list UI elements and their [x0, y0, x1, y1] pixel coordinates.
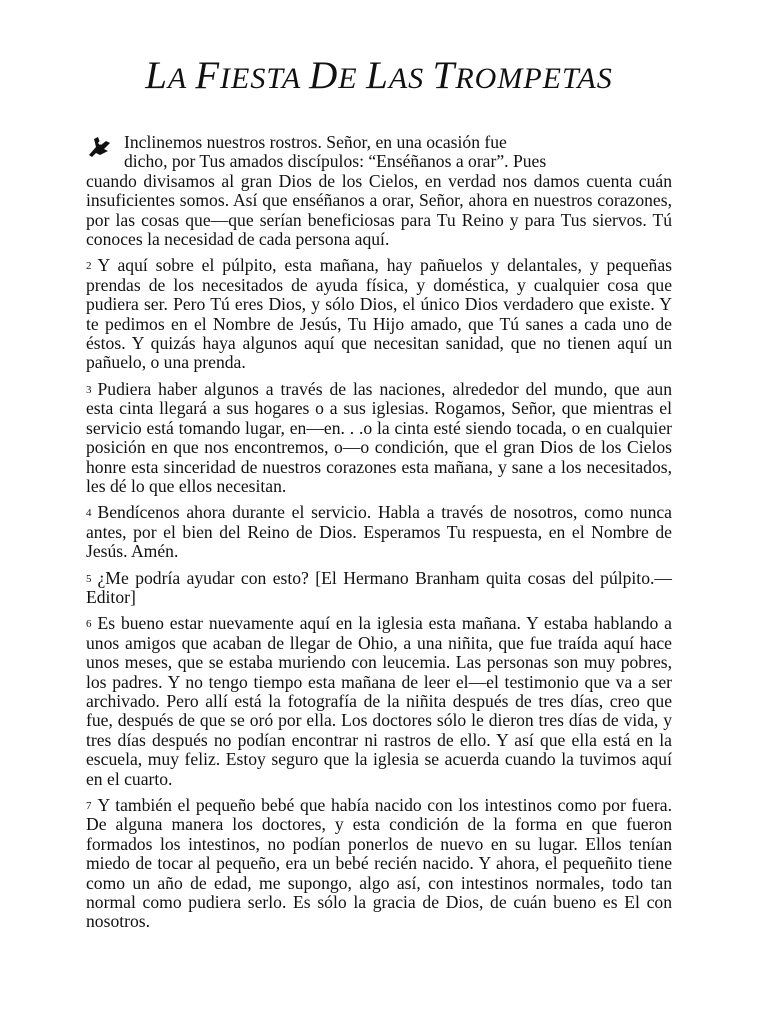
- paragraph-text: Y aquí sobre el púlpito, esta mañana, hay pañuelos y delantales, y pequeñas prendas de los necesitados de ayuda física, y doméstica, y cualquier cosa que pudiera ser. Pero Tú eres Dios, y sólo Dios, el único Dios verdadero que existe. Y te pedimos en el Nombre de Jesús, Tu Hijo amado, que Tú sanes a cada uno de éstos. Y quizás haya algunos aquí que necesitan sanidad, que no tienen aquí un pañuelo, o una prenda.: [86, 255, 672, 373]
- paragraph-number: 5: [86, 572, 92, 585]
- paragraph-number: 3: [86, 383, 92, 396]
- title-part: ROMPETAS: [455, 62, 613, 95]
- title-cap: T: [432, 54, 456, 97]
- paragraph-text: Pudiera haber algunos a través de las naciones, alrededor del mundo, que aun esta cinta llegará a sus hogares o a sus iglesias. Rogamos, Señor, que mientras el servicio está tomando lugar, en—en. . .o la cinta esté siendo tocada, o en cualquier posición en que nos encontremos, o—o condición, que el gran Dios de los Cielos honre esta sinceridad de nuestros corazones esta mañana, y sane a los necesitados, les dé lo que ellos necesitan.: [86, 378, 672, 496]
- paragraph-1: [86, 133, 672, 249]
- title-cap: F: [195, 54, 221, 97]
- title-part: E: [338, 62, 367, 95]
- title-cap: L: [366, 54, 389, 97]
- document-page: [86, 54, 672, 939]
- title-part: IESTA: [220, 62, 310, 95]
- paragraph-text: Bendícenos ahora durante el servicio. Habla a través de nosotros, como nunca antes, por el bien del Reino de Dios. Esperamos Tu respuesta, en el Nombre de Jesús. Amén.: [86, 502, 672, 562]
- paragraph-text: dicho, por Tus amados discípulos: “Enséñanos a orar”. Pues: [124, 151, 547, 172]
- paragraph-7: [86, 796, 672, 932]
- paragraph-3: [86, 380, 672, 496]
- paragraph-number: 4: [86, 507, 92, 520]
- paragraph-text: Inclinemos nuestros rostros. Señor, en una ocasión fue: [124, 132, 507, 152]
- paragraph-2: [86, 256, 672, 372]
- paragraph-number: 2: [86, 260, 92, 273]
- paragraph-number: 6: [86, 618, 92, 631]
- paragraph-text: cuando divisamos al gran Dios de los Cielos, en verdad nos damos cuenta cuán insuficientes somos. Así que enséñanos a orar, Señor, ahora en nuestros corazones, por las cosas que—que serían beneficiosas para Tu Reino y para Tus siervos. Tú conoces la necesidad de cada persona aquí.: [86, 170, 672, 250]
- title-cap: D: [309, 54, 339, 97]
- paragraph-4: [86, 503, 672, 561]
- paragraph-6: [86, 614, 672, 789]
- praying-hands-icon: [86, 133, 114, 159]
- paragraph-text: ¿Me podría ayudar con esto? [El Hermano Branham quita cosas del púlpito.—Editor]: [86, 567, 672, 607]
- title-part: AS: [388, 62, 433, 95]
- title-cap: L: [145, 54, 168, 97]
- paragraph-number: 7: [86, 800, 92, 812]
- document-title: [86, 54, 672, 101]
- paragraph-text: Y también el pequeño bebé que había nacido con los intestinos como por fuera. De alguna manera los doctores, y esta condición de la forma en que fueron formados los intestinos, no podían ponerlos de nuevo en su lugar. Ellos tenían miedo de tocar al pequeño, era un bebé recién nacido. Y ahora, el pequeñito tiene como un año de edad, me supongo, algo así, con intestinos normales, todo tan normal como pudiera serlo. Es sólo la gracia de Dios, de cuán bueno es El con nosotros.: [86, 795, 672, 932]
- paragraph-text: Es bueno estar nuevamente aquí en la iglesia esta mañana. Y estaba hablando a unos amigos que acaban de llegar de Ohio, a una niñita, que fue traída aquí hace unos meses, que se estaba muriendo con leucemia. Las personas son muy pobres, los padres. Y no tengo tiempo esta mañana de leer el—el testimonio que va a ser archivado. Pero allí está la fotografía de la niñita después de tres días, creo que fue, después de que se oró por ella. Los doctores sólo le dieron tres días de vida, y tres días después no podían encontrar ni rastros de ello. Y así que ella está en la escuela, muy feliz. Estoy seguro que la iglesia se acuerda cuando la tuvimos aquí en el cuarto.: [86, 613, 672, 789]
- paragraph-5: [86, 569, 672, 608]
- title-part: A: [167, 62, 196, 95]
